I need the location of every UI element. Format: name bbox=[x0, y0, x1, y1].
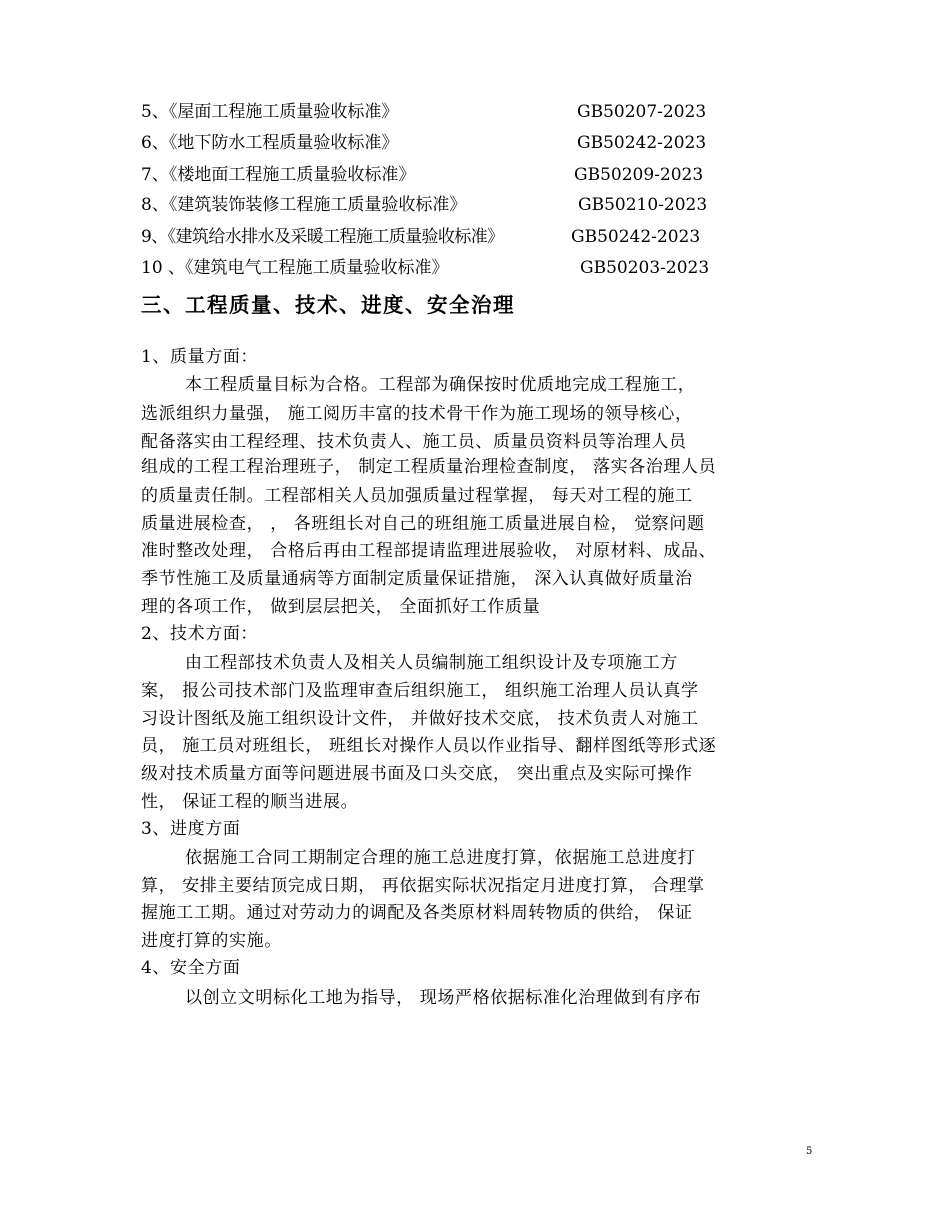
standard-item bbox=[141, 162, 741, 188]
page-number: 5 bbox=[806, 1146, 813, 1157]
standard-title: 10 、《建筑电气工程施工质量验收标准》 bbox=[141, 258, 449, 278]
standard-title: 7、《楼地面工程施工质量验收标准》 bbox=[141, 165, 416, 185]
standard-code: GB50242-2023 bbox=[577, 133, 707, 153]
paragraph-line: 性， 保证工程的顺当进展。 bbox=[141, 792, 359, 812]
subsection-heading-schedule: 3、进度方面 bbox=[141, 819, 241, 839]
standard-item bbox=[141, 255, 741, 281]
standard-item bbox=[141, 224, 741, 250]
standard-code: GB50242-2023 bbox=[571, 227, 701, 247]
paragraph-line: 依据施工合同工期制定合理的施工总进度打算，依据施工总进度打 bbox=[185, 848, 696, 868]
standard-item bbox=[141, 192, 741, 218]
paragraph-line: 以创立文明标化工地为指导， 现场严格依据标准化治理做到有序布 bbox=[185, 988, 702, 1008]
paragraph-line: 季节性施工及质量通病等方面制定质量保证措施， 深入认真做好质量治 bbox=[141, 569, 693, 589]
paragraph-line: 配备落实由工程经理、技术负责人、施工员、质量员资料员等治理人员 bbox=[141, 432, 687, 452]
standard-title: 9、《建筑给水排水及采暖工程施工质量验收标准》 bbox=[141, 227, 504, 247]
paragraph-line: 本工程质量目标为合格。工程部为确保按时优质地完成工程施工， bbox=[185, 375, 696, 395]
paragraph-line: 算， 安排主要结顶完成日期， 再依据实际状况指定月进度打算， 合理掌 bbox=[141, 876, 705, 896]
paragraph-line: 习设计图纸及施工组织设计文件， 并做好技术交底， 技术负责人对施工 bbox=[141, 709, 699, 729]
standard-code: GB50203-2023 bbox=[580, 258, 710, 278]
subsection-heading-safety: 4、安全方面 bbox=[141, 958, 241, 978]
paragraph-line: 案， 报公司技术部门及监理审查后组织施工， 组织施工治理人员认真学 bbox=[141, 681, 699, 701]
paragraph-line: 员， 施工员对班组长， 班组长对操作人员以作业指导、翻样图纸等形式逐 bbox=[141, 736, 717, 756]
paragraph-line: 的质量责任制。工程部相关人员加强质量过程掌握， 每天对工程的施工 bbox=[141, 486, 693, 506]
standard-code: GB50207-2023 bbox=[577, 102, 707, 122]
subsection-heading-technical: 2、技术方面： bbox=[141, 624, 259, 644]
standard-code: GB50209-2023 bbox=[574, 165, 704, 185]
subsection-heading-quality: 1、质量方面： bbox=[141, 347, 259, 367]
paragraph-line: 握施工工期。通过对劳动力的调配及各类原材料周转物质的供给， 保证 bbox=[141, 903, 693, 923]
paragraph-line: 级对技术质量方面等问题进展书面及口头交底， 突出重点及实际可操作 bbox=[141, 764, 693, 784]
paragraph-line: 准时整改处理， 合格后再由工程部提请监理进展验收， 对原材料、成品、 bbox=[141, 541, 717, 561]
paragraph-line: 进度打算的实施。 bbox=[141, 931, 282, 951]
paragraph-line: 质量进展检查， ， 各班组长对自己的班组施工质量进展自检， 觉察问题 bbox=[141, 514, 705, 534]
paragraph-line: 组成的工程工程治理班子， 制定工程质量治理检查制度， 落实各治理人员 bbox=[141, 457, 717, 477]
section-heading: 三、工程质量、技术、进度、安全治理 bbox=[141, 293, 515, 317]
standard-item bbox=[141, 130, 741, 156]
paragraph-line: 选派组织力量强， 施工阅历丰富的技术骨干作为施工现场的领导核心， bbox=[141, 404, 693, 424]
standard-item bbox=[141, 99, 741, 125]
standard-title: 8、《建筑装饰装修工程施工质量验收标准》 bbox=[141, 195, 467, 215]
standard-title: 5、《屋面工程施工质量验收标准》 bbox=[141, 102, 399, 122]
standard-code: GB50210-2023 bbox=[578, 195, 708, 215]
standard-title: 6、《地下防水工程质量验收标准》 bbox=[141, 133, 399, 153]
paragraph-line: 理的各项工作， 做到层层把关， 全面抓好工作质量 bbox=[141, 597, 541, 617]
paragraph-line: 由工程部技术负责人及相关人员编制施工组织设计及专项施工方 bbox=[185, 653, 678, 673]
